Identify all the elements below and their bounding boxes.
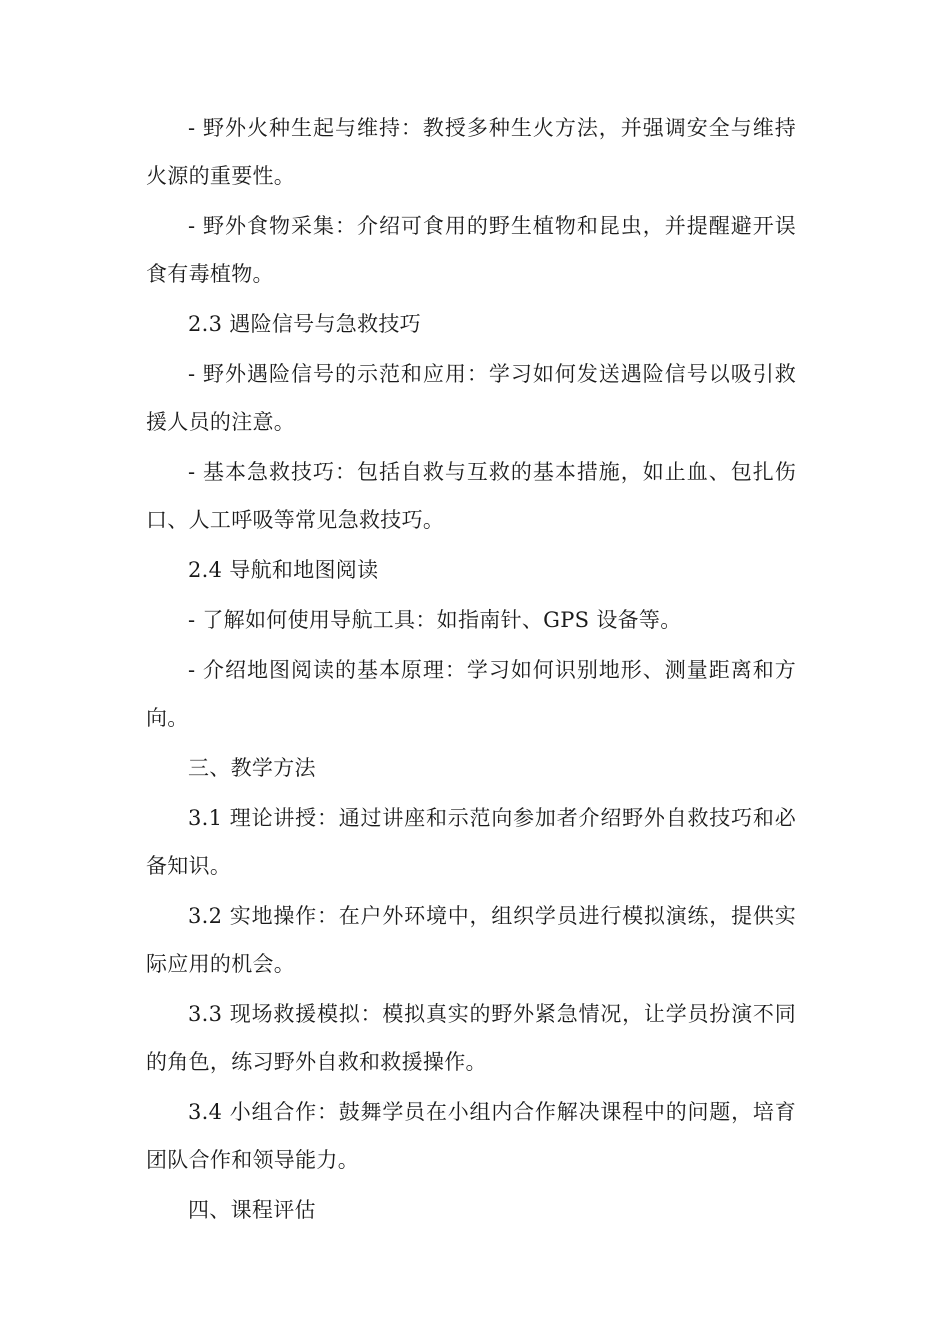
section-heading-course-evaluation: 四、课程评估 — [188, 1198, 316, 1222]
paragraph-map-reading: - 介绍地图阅读的基本原理：学习如何识别地形、测量距离和方向。 — [146, 658, 796, 730]
section-heading-teaching-methods: 三、教学方法 — [188, 756, 316, 780]
paragraph-3-2-field-practice: 3.2 实地操作：在户外环境中，组织学员进行模拟演练，提供实际应用的机会。 — [146, 904, 796, 976]
paragraph-food-gathering: - 野外食物采集：介绍可食用的野生植物和昆虫，并提醒避开误食有毒植物。 — [146, 214, 796, 286]
paragraph-fire-making: - 野外火种生起与维持：教授多种生火方法，并强调安全与维持火源的重要性。 — [146, 116, 796, 188]
paragraph-distress-signals: - 野外遇险信号的示范和应用：学习如何发送遇险信号以吸引救援人员的注意。 — [146, 362, 796, 434]
section-heading-2-3: 2.3 遇险信号与急救技巧 — [188, 312, 421, 336]
section-heading-2-4: 2.4 导航和地图阅读 — [188, 558, 379, 582]
paragraph-3-1-lecture: 3.1 理论讲授：通过讲座和示范向参加者介绍野外自救技巧和必备知识。 — [146, 806, 796, 878]
paragraph-navigation-tools: - 了解如何使用导航工具：如指南针、GPS 设备等。 — [188, 608, 682, 632]
paragraph-first-aid: - 基本急救技巧：包括自救与互救的基本措施，如止血、包扎伤口、人工呼吸等常见急救技巧。 — [146, 460, 796, 532]
paragraph-3-4-group-work: 3.4 小组合作：鼓舞学员在小组内合作解决课程中的问题，培育团队合作和领导能力。 — [146, 1100, 796, 1172]
document-body — [146, 104, 796, 1236]
paragraph-3-3-rescue-simulation: 3.3 现场救援模拟：模拟真实的野外紧急情况，让学员扮演不同的角色，练习野外自救和救援操作。 — [146, 1002, 796, 1074]
